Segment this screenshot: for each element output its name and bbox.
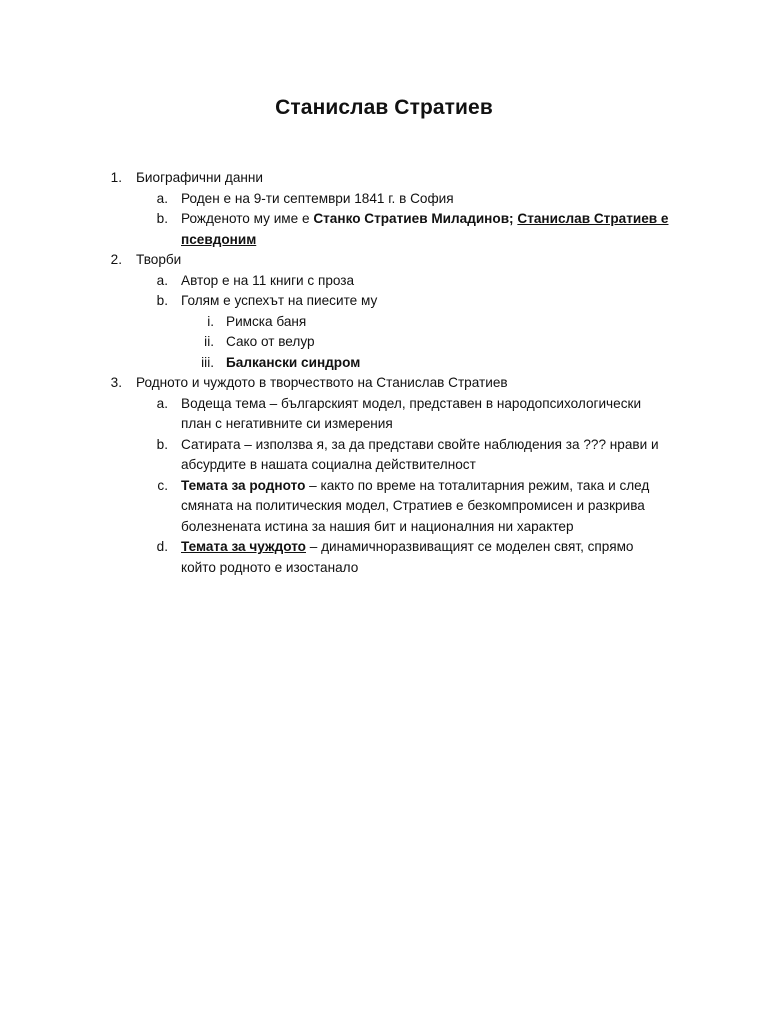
- list-item-3c: [0, 476, 768, 497]
- list-text: план с негативните си измерения: [181, 416, 393, 431]
- list-item-1b: [0, 209, 768, 230]
- list-letter: a.: [156, 395, 168, 411]
- list-text: Сако от велур: [226, 334, 315, 349]
- list-number: 2.: [110, 252, 122, 267]
- list-roman: i.: [207, 313, 214, 329]
- list-text: Голям е успехът на пиесите му: [181, 293, 378, 308]
- list-item-1: [0, 168, 768, 189]
- list-letter: b.: [156, 211, 168, 226]
- list-letter: c.: [157, 477, 168, 493]
- topic-description: – динамичноразвиващият се моделен свят, спрямо: [306, 539, 634, 554]
- list-text: абсурдите в нашата социална действителност: [181, 457, 476, 472]
- list-text: Роден е на 9-ти септември 1841 г. в София: [181, 190, 454, 206]
- birth-name: Станко Стратиев Миладинов;: [313, 211, 514, 226]
- list-text: смяната на политическия модел, Стратиев е безкомпромисен и разкрива: [181, 498, 645, 513]
- list-text: Балкански синдром: [226, 354, 361, 370]
- list-item-3a-continued: [0, 414, 768, 435]
- list-text: [181, 209, 668, 230]
- list-text: Сатирата – използва я, за да представи свойте наблюдения за ??? нрави и: [181, 436, 659, 452]
- list-item-1a: [0, 189, 768, 210]
- list-text: [181, 537, 633, 558]
- list-item-2b: [0, 291, 768, 312]
- list-roman: iii.: [201, 354, 214, 370]
- list-item-3b-continued: [0, 455, 768, 476]
- list-item-3d-continued: [0, 558, 768, 579]
- list-item-3b: [0, 435, 768, 456]
- list-letter: a.: [156, 190, 168, 206]
- list-letter: a.: [156, 272, 168, 288]
- list-item-3c-continued: [0, 496, 768, 517]
- list-number: 1.: [110, 170, 122, 185]
- pseudonym-text: Станислав Стратиев е: [517, 211, 669, 226]
- topic-heading: Темата за родното: [181, 477, 306, 493]
- outline-list: [0, 168, 768, 578]
- list-text: Творби: [136, 252, 182, 267]
- topic-description: – както по време на тоталитарния режим, така и след: [305, 477, 650, 493]
- topic-heading: Темата за чуждото: [181, 539, 306, 554]
- list-item-3: [0, 373, 768, 394]
- list-text: болезнената истина за нашия бит и националния ни характер: [181, 518, 574, 534]
- list-item-3d: [0, 537, 768, 558]
- list-item-2b-ii: [0, 332, 768, 353]
- list-item-2b-i: [0, 312, 768, 333]
- pseudonym-word: псевдоним: [181, 231, 257, 247]
- list-number: 3.: [110, 375, 122, 390]
- list-item-1b-continued: [0, 230, 768, 251]
- list-item-2a: [0, 271, 768, 292]
- list-item-2b-iii: [0, 353, 768, 374]
- list-text: Автор е на 11 книги с проза: [181, 272, 355, 288]
- list-item-3c-continued: [0, 517, 768, 538]
- birth-name-prefix: Рожденото му име е: [181, 211, 314, 226]
- list-text: [181, 476, 649, 497]
- list-letter: b.: [156, 293, 168, 308]
- list-text: Водеща тема – българският модел, представен в народопсихологически: [181, 395, 642, 411]
- document-title: Станислав Стратиев: [275, 96, 493, 119]
- list-text: Родното и чуждото в творчеството на Станислав Стратиев: [136, 375, 508, 390]
- list-item-3a: [0, 394, 768, 415]
- list-text: Римска баня: [226, 313, 307, 329]
- list-letter: b.: [156, 436, 168, 452]
- list-item-2: [0, 250, 768, 271]
- list-text: Биографични данни: [136, 170, 263, 185]
- list-letter: d.: [156, 539, 168, 554]
- list-roman: ii.: [204, 334, 214, 349]
- list-text: който родното е изостанало: [181, 559, 359, 575]
